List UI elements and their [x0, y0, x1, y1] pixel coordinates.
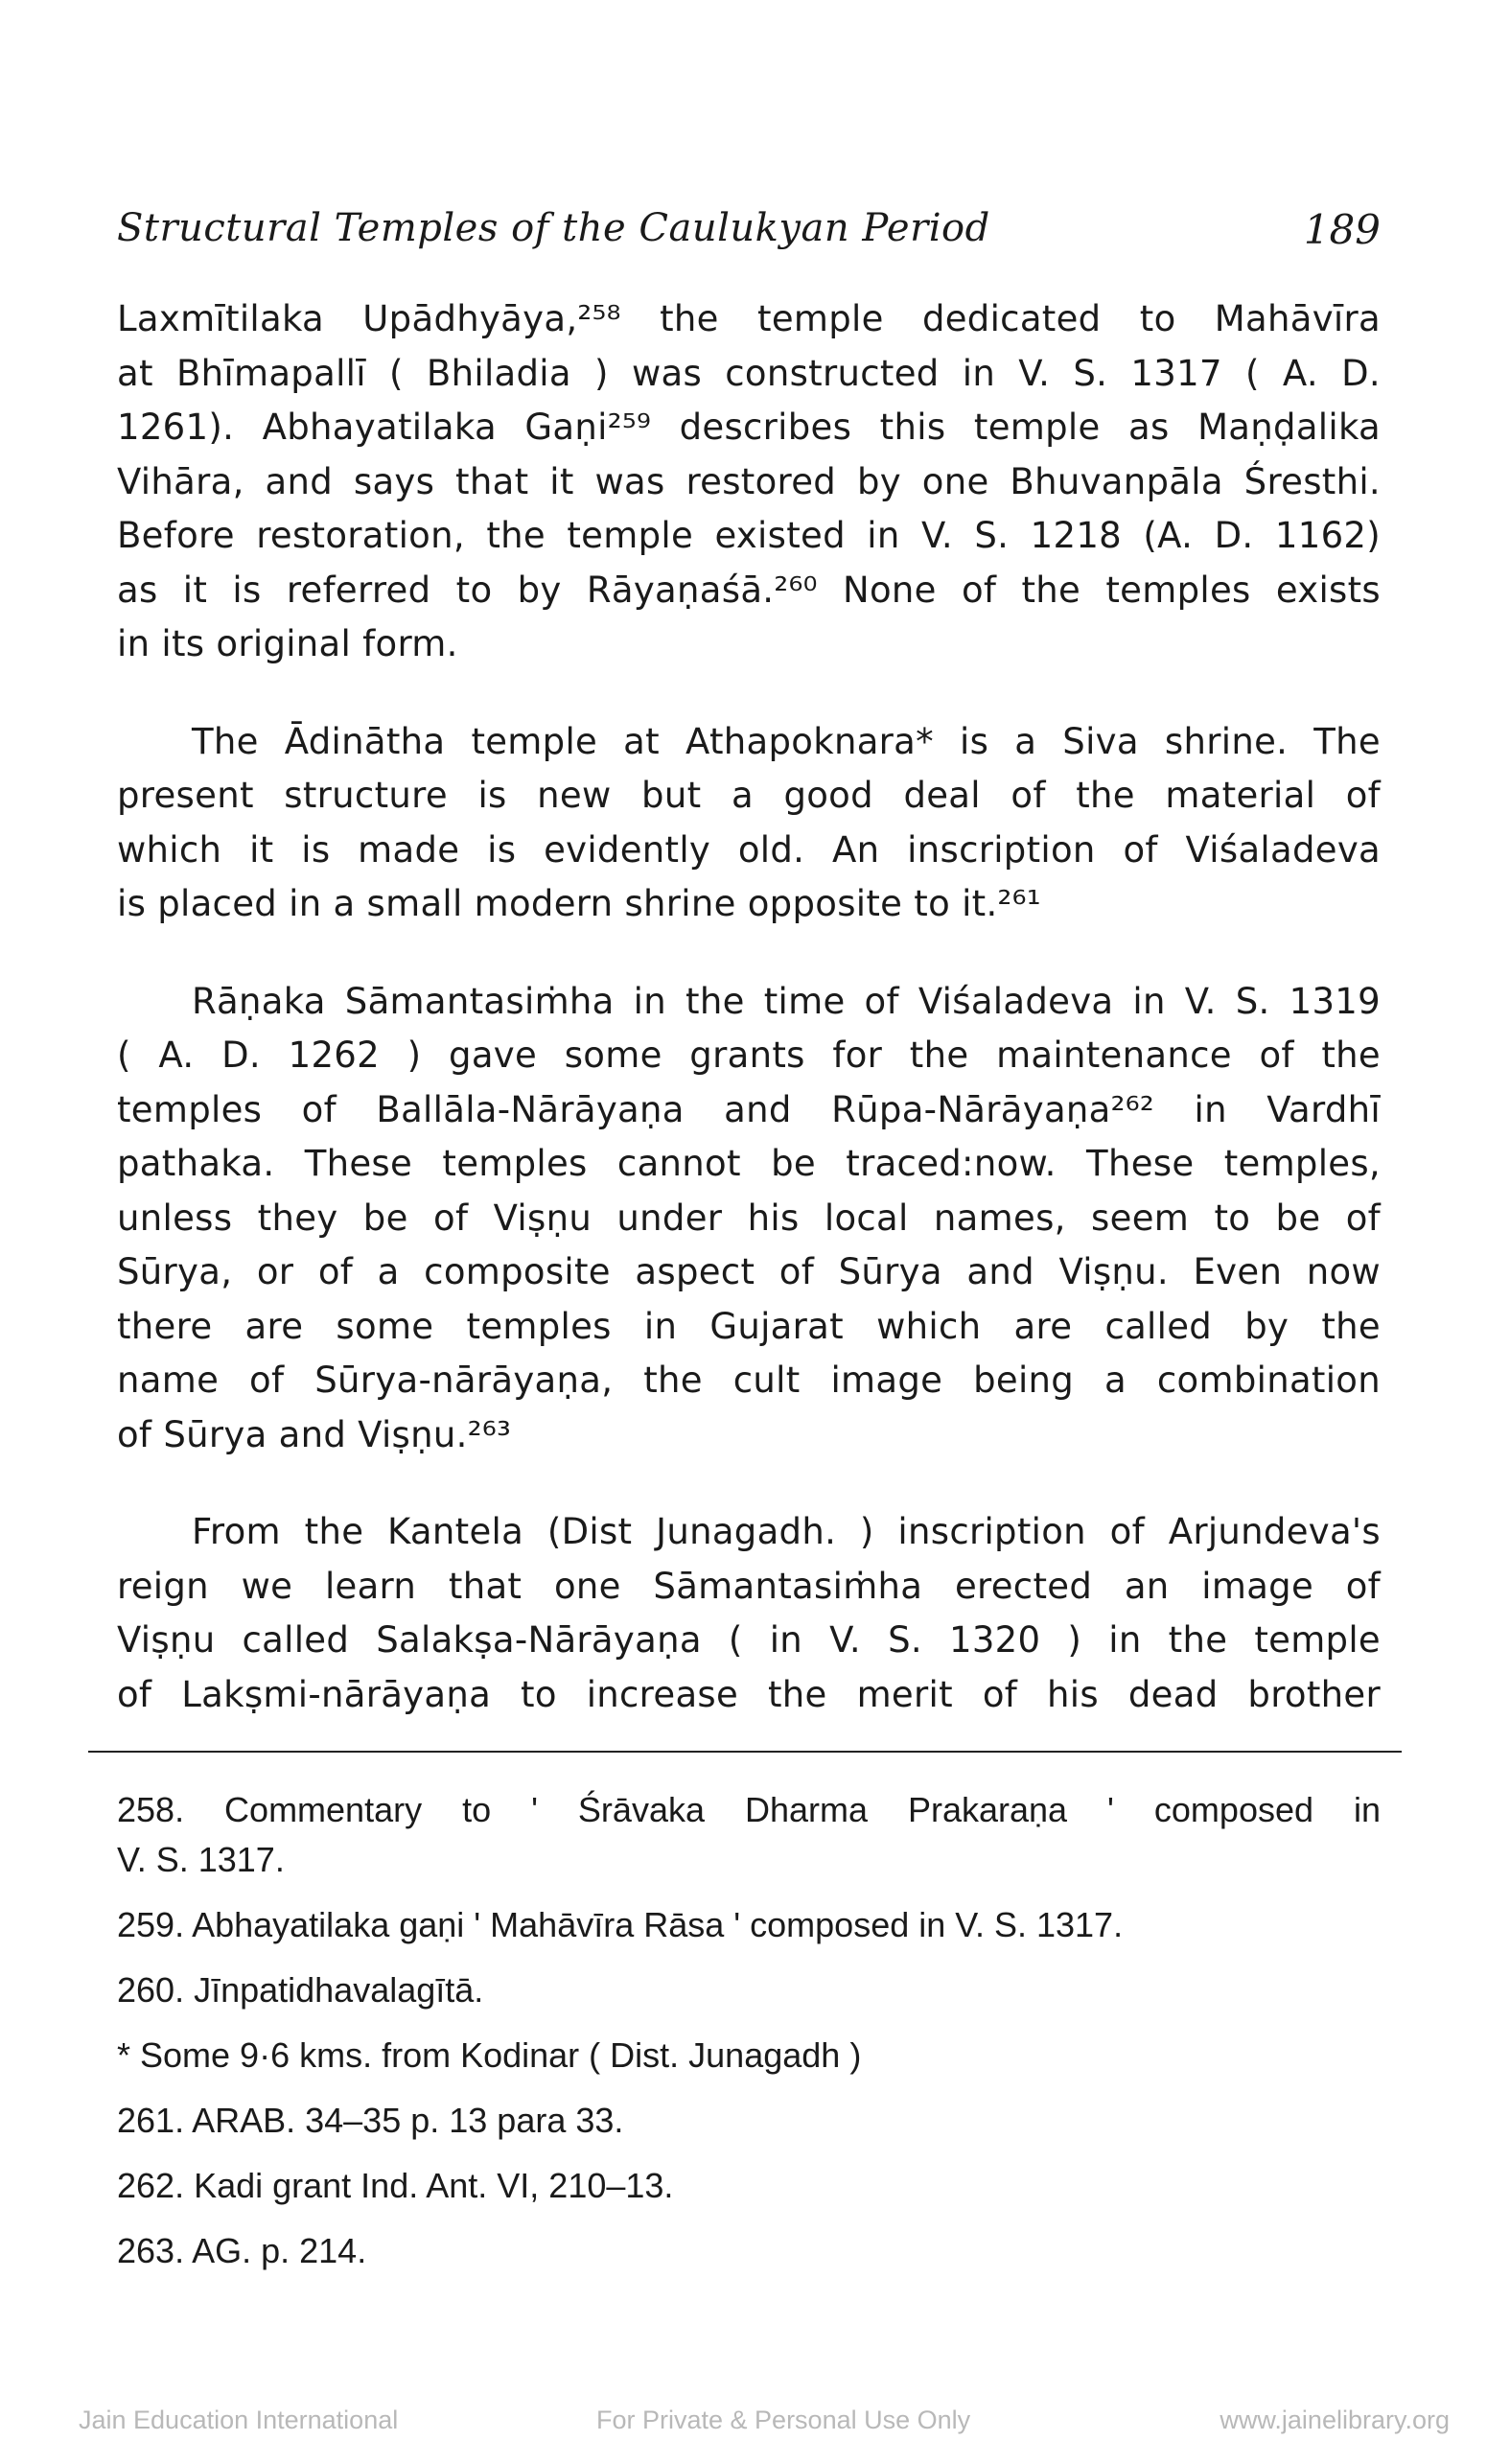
page-header: [117, 206, 1381, 264]
text-line: pathaka. These temples cannot be traced:now. These temples,: [117, 1143, 1381, 1184]
footnotes: [117, 1785, 1381, 2291]
paragraph-1: [117, 292, 1381, 672]
footer-publisher: Jain Education International: [79, 2406, 399, 2434]
footnote-260: [117, 1965, 1381, 2015]
footnote-line: 259. Abhayatilaka gaṇi ' Mahāvīra Rāsa ' composed in V. S. 1317.: [117, 1905, 1124, 1944]
text-line: of Sūrya and Viṣṇu.²⁶³: [117, 1413, 512, 1455]
text-line: unless they be of Viṣṇu under his local names, seem to be of: [117, 1197, 1381, 1239]
footnote-line: 261. ARAB. 34–35 p. 13 para 33.: [117, 2101, 624, 2140]
body-text: [117, 292, 1381, 1765]
text-line: Before restoration, the temple existed in V. S. 1218 (A. D. 1162): [117, 515, 1381, 556]
text-line: which it is made is evidently old. An inscription of Viśaladeva: [117, 828, 1381, 871]
footnote-261: [117, 2096, 1381, 2146]
text-line: is placed in a small modern shrine opposite to it.²⁶¹: [117, 883, 1041, 924]
text-line: Vihāra, and says that it was restored by one Bhuvanpāla Śresthi.: [117, 460, 1381, 502]
text-line: of Lakṣmi-nārāyaṇa to increase the merit of his dead brother: [117, 1673, 1381, 1715]
text-line: From the Kantela (Dist Junagadh. ) inscription of Arjundeva's: [192, 1511, 1381, 1552]
page-number: 189: [1303, 206, 1381, 253]
text-line: 1261). Abhayatilaka Gaṇi²⁵⁹ describes this temple as Maṇḍalika: [117, 407, 1381, 448]
footer-usage-note: For Private & Personal Use Only: [596, 2406, 971, 2434]
page-footer: [79, 2406, 1450, 2464]
footnote-259: [117, 1900, 1381, 1950]
footnote-line: 260. Jīnpatidhavalagītā.: [117, 1970, 484, 2010]
text-line: in its original form.: [117, 623, 458, 664]
text-line: present structure is new but a good deal of the material of: [117, 775, 1381, 816]
footnote-262: [117, 2161, 1381, 2211]
footnote-line: 263. AG. p. 214.: [117, 2231, 367, 2270]
text-line: as it is referred to by Rāyaṇaśā.²⁶⁰ None of the temples exists: [117, 569, 1381, 611]
text-line: Viṣṇu called Salakṣa-Nārāyaṇa ( in V. S. 1320 ) in the temple: [117, 1619, 1381, 1661]
text-line: Sūrya, or of a composite aspect of Sūrya and Viṣṇu. Even now: [117, 1251, 1381, 1292]
text-line: Laxmītilaka Upādhyāya,²⁵⁸ the temple dedicated to Mahāvīra: [117, 298, 1381, 339]
footnote-line: 258. Commentary to ' Śrāvaka Dharma Prakaraṇa ' composed in: [117, 1790, 1381, 1829]
text-line: at Bhīmapallī ( Bhiladia ) was constructed in V. S. 1317 ( A. D.: [117, 352, 1381, 394]
text-line: Rāṇaka Sāmantasiṁha in the time of Viśaladeva in V. S. 1319: [192, 980, 1381, 1022]
paragraph-2: [117, 715, 1381, 932]
text-line: The Ādinātha temple at Athapoknara* is a Siva shrine. The: [192, 720, 1381, 762]
footnote-line: * Some 9·6 kms. from Kodinar ( Dist. Junagadh ): [117, 2035, 862, 2075]
footer-website: www.jainelibrary.org: [1220, 2406, 1450, 2434]
text-line: there are some temples in Gujarat which are called by the: [117, 1305, 1381, 1347]
text-line: name of Sūrya-nārāyaṇa, the cult image being a combination: [117, 1360, 1381, 1401]
paragraph-3: [117, 975, 1381, 1463]
paragraph-4: [117, 1505, 1381, 1722]
footnote-divider: [88, 1751, 1402, 1753]
running-title: Structural Temples of the Caulukyan Period: [117, 206, 990, 250]
footnote-263: [117, 2226, 1381, 2276]
text-line: ( A. D. 1262 ) gave some grants for the maintenance of the: [117, 1034, 1381, 1076]
text-line: temples of Ballāla-Nārāyaṇa and Rūpa-Nārāyaṇa²⁶² in Vardhī: [117, 1088, 1381, 1130]
footnote-258: [117, 1785, 1381, 1885]
text-line: reign we learn that one Sāmantasiṁha erected an image of: [117, 1565, 1381, 1607]
footnote-asterisk: [117, 2031, 1381, 2080]
footnote-line: 262. Kadi grant Ind. Ant. VI, 210–13.: [117, 2166, 674, 2205]
footnote-line: V. S. 1317.: [117, 1840, 285, 1879]
